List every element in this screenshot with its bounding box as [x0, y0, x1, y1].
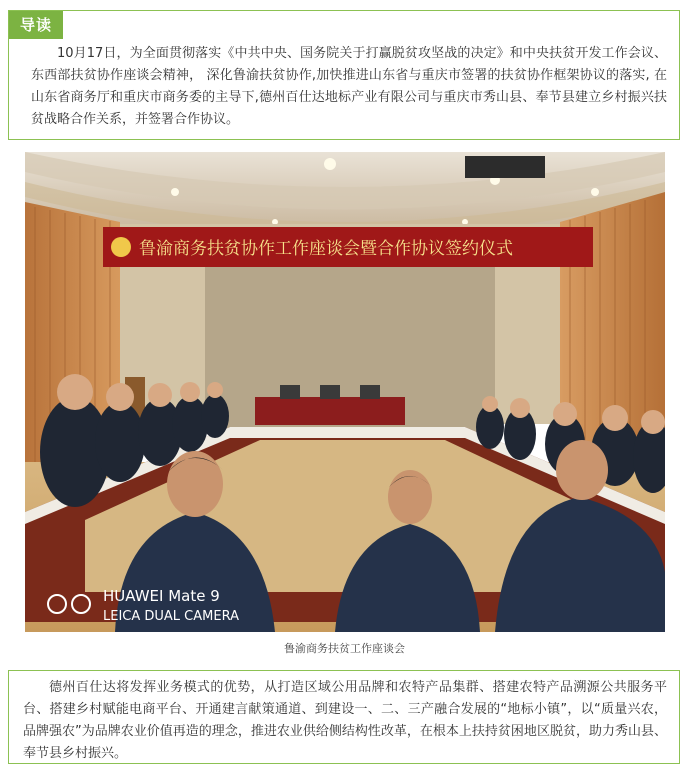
- photo-caption: 鲁渝商务扶贫工作座谈会: [284, 642, 405, 655]
- intro-tag: 导读: [9, 11, 63, 39]
- meeting-photo: [25, 152, 665, 632]
- watermark-camera: LEICA DUAL CAMERA: [103, 609, 239, 624]
- banner-text: 鲁渝商务扶贫协作工作座谈会暨合作协议签约仪式: [139, 239, 513, 259]
- body-paragraph: 德州百仕达将发挥业务模式的优势，从打造区域公用品牌和农特产品集群、搭建农特产品溯源公共服务平台、搭建乡村赋能电商平台、开通建言献策通道、到建设一、二、三产融合发展的“地标小镇”，以“质量兴农，品牌强农”为品牌农业价值再造的理念，推进农业供给侧结构性改革，在根本上扶持贫困地区脱贫，助力秀山县、奉节县乡村振兴。: [23, 680, 667, 761]
- body-box: [8, 670, 680, 764]
- watermark-model: HUAWEI Mate 9: [103, 587, 220, 605]
- intro-box: [8, 10, 680, 140]
- emblem-icon: [111, 237, 131, 257]
- intro-paragraph: 10月17日，为全面贯彻落实《中共中央、国务院关于打赢脱贫攻坚战的决定》和中央扶贫开发工作会议、东西部扶贫协作座谈会精神， 深化鲁渝扶贫协作,加快推进山东省与重庆市签署的扶贫协作框架协议的落实, 在山东省商务厅和重庆市商务委的主导下,德州百仕达地标产业有限公司与重庆市秀山县、奉节县建立乡村振兴扶贫战略合作关系，并签署合作协议。: [31, 46, 667, 127]
